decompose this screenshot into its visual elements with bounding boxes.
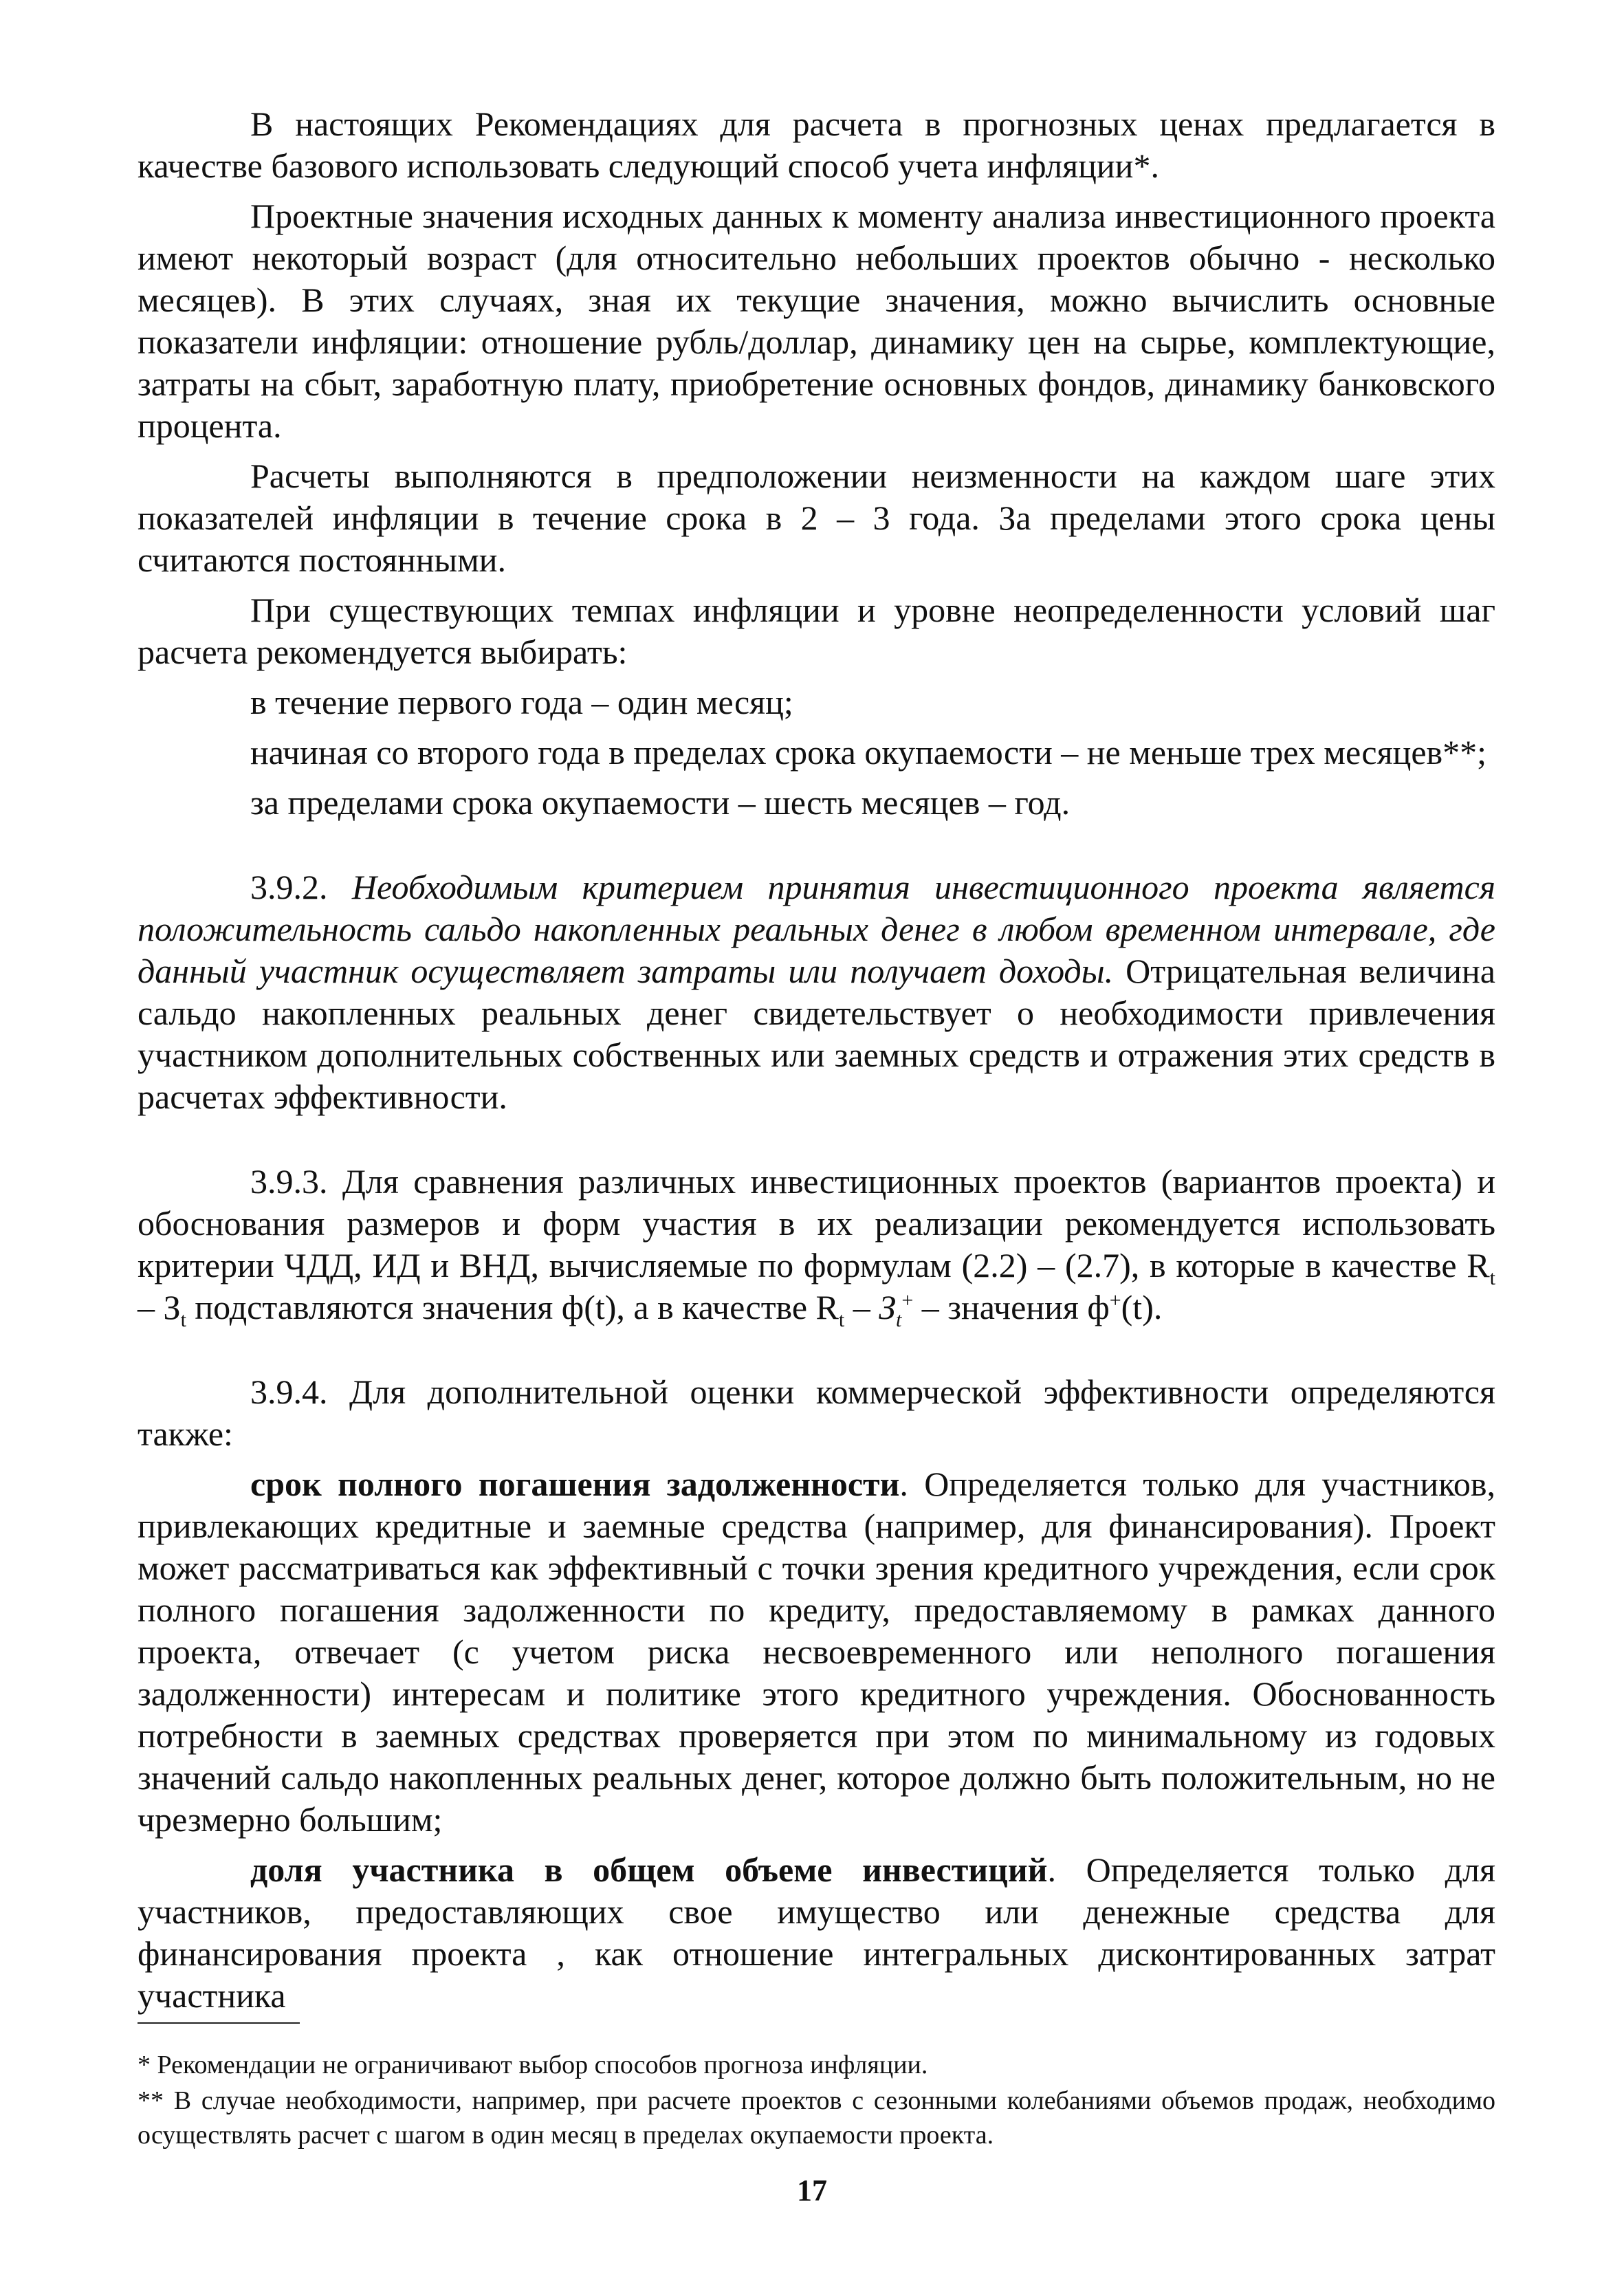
- list-item-beyond-payback: за пределами срока окупаемости – шесть месяцев – год.: [250, 783, 1071, 822]
- term-text: . Определяется только для участников, предоставляющих свое имущество или денежные средства для финансирования проекта , как отношение интегральных дисконтированных затрат участника: [138, 1850, 1495, 2015]
- subscript: t: [180, 1309, 186, 1331]
- page-body: [138, 103, 1495, 2017]
- term-participant-share: [138, 1849, 1495, 2017]
- term-text: . Определяется только для участников, привлекающих кредитные и заемные средства (например, для финансирования). Проект может рассматриваться как эффективный с точки зрения кредитного учреждения, если срок полного погашения задолженности по кредиту, предоставляемому в рамках данного проекта, отвечает (с учетом риска несвоевременного или неполного погашения задолженности) интересам и политике этого кредитного учреждения. Обоснованность потребности в заемных средствах проверяется при этом по минимальному из годовых значений сальдо накопленных реальных денег, которое должно быть положительным, но не чрезмерно большим;: [138, 1465, 1496, 1839]
- list-item-first-year: в течение первого года – один месяц;: [250, 683, 793, 721]
- paragraph-step-choice: При существующих темпах инфляции и уровне неопределенности условий шаг расчета рекомендуется выбирать:: [138, 591, 1495, 671]
- section-text: Отрицательная величина сальдо накопленных реальных денег свидетельствует о необходимости привлечения участником дополнительных собственных или заемных средств и отражения этих средств в расчетах эффективности.: [138, 952, 1495, 1116]
- section-number: 3.9.2.: [250, 868, 328, 906]
- section-3-9-2: [138, 866, 1495, 1118]
- page-number: 17: [797, 2174, 827, 2207]
- footnotes: [138, 2048, 1495, 2152]
- superscript: +: [901, 1289, 914, 1312]
- section-text: подставляются значения ф(t), а в качестве R: [186, 1288, 839, 1326]
- section-text: – З: [138, 1288, 181, 1326]
- subscript: t: [1489, 1267, 1495, 1289]
- section-3-9-4-intro: 3.9.4. Для дополнительной оценки коммерческой эффективности определяются также:: [138, 1373, 1495, 1453]
- list-item-second-year: начиная со второго года в пределах срока окупаемости – не меньше трех месяцев**;: [250, 733, 1487, 772]
- section-criterion-italic: Необходимым критерием принятия инвестиционного проекта является положительность сальдо накопленных реальных денег в любом временном интервале, где данный участник осуществляет затраты или получает доходы.: [138, 868, 1496, 990]
- footnote-2: ** В случае необходимости, например, при расчете проектов с сезонными колебаниями объемов продаж, необходимо осуществлять расчет с шагом в один месяц в пределах окупаемости проекта.: [138, 2086, 1495, 2150]
- section-3-9-3: [138, 1161, 1495, 1329]
- footnote-1: * Рекомендации не ограничивают выбор способов прогноза инфляции.: [138, 2051, 928, 2079]
- section-text: – значения ф: [913, 1288, 1110, 1326]
- footnote-divider: [138, 2022, 300, 2024]
- term-title: срок полного погашения задолженности: [250, 1465, 900, 1503]
- subscript: t: [896, 1309, 902, 1331]
- superscript: +: [1109, 1289, 1121, 1312]
- paragraph-initial-data: Проектные значения исходных данных к моменту анализа инвестиционного проекта имеют некоторый возраст (для относительно небольших проектов обычно - несколько месяцев). В этих случаях, зная их текущие значения, можно вычислить основные показатели инфляции: отношение рубль/доллар, динамику цен на сырье, комплектующие, затраты на сбыт, заработную плату, приобретение основных фондов, динамику банковского процента.: [138, 197, 1495, 445]
- subscript: t: [838, 1309, 845, 1331]
- term-debt-repayment: [138, 1463, 1495, 1841]
- section-text: 3.9.3. Для сравнения различных инвестиционных проектов (вариантов проекта) и обоснования размеров и форм участия в их реализации рекомендуется использовать критерии ЧДД, ИД и ВНД, вычисляемые по формулам (2.2) – (2.7), в которые в качестве R: [138, 1162, 1495, 1284]
- section-text: (t).: [1121, 1288, 1163, 1326]
- paragraph-inflation-method: В настоящих Рекомендациях для расчета в прогнозных ценах предлагается в качестве базового использовать следующий способ учета инфляции*.: [138, 105, 1495, 185]
- paragraph-calculation-assumption: Расчеты выполняются в предположении неизменности на каждом шаге этих показателей инфляции в течение срока в 2 – 3 года. За пределами этого срока цены считаются постоянными.: [138, 457, 1495, 579]
- section-text: – З: [844, 1288, 897, 1326]
- term-title: доля участника в общем объеме инвестиций: [250, 1850, 1048, 1889]
